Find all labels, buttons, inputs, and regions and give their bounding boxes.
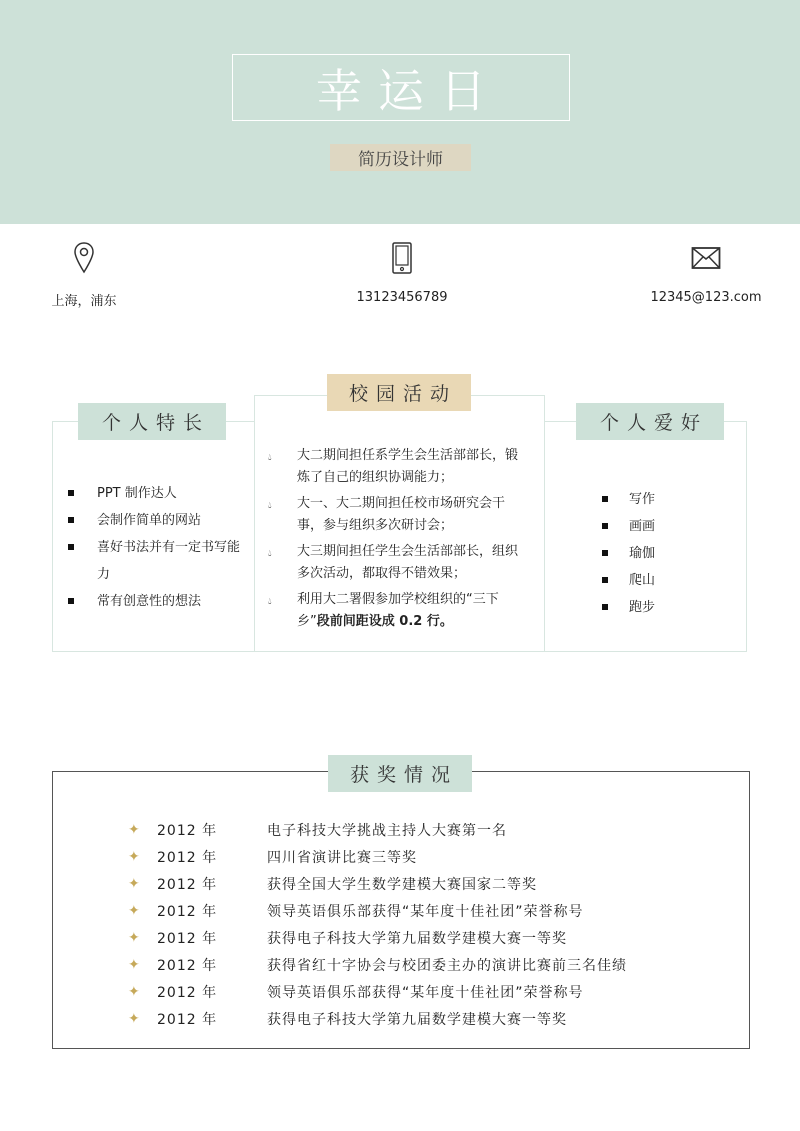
list-item: 💧︎ 大一、大二期间担任校市场研究会干事，参与组织多次研讨会； <box>268 493 523 537</box>
square-bullet-icon <box>68 544 74 550</box>
mobile-phone-icon <box>391 240 413 276</box>
hobbies-list <box>602 486 722 621</box>
location-pin-icon <box>73 240 95 276</box>
envelope-icon <box>691 240 721 276</box>
four-point-star-icon: ✦ <box>128 956 141 973</box>
square-bullet-icon <box>602 496 608 502</box>
location-text: 上海，浦东 <box>51 294 117 309</box>
list-item: 写作 <box>602 486 722 513</box>
skills-list <box>68 480 243 615</box>
square-bullet-icon <box>68 490 74 496</box>
list-item: 跑步 <box>602 594 722 621</box>
list-item: 瑜伽 <box>602 540 722 567</box>
drop-bullet-icon: 💧︎ <box>268 501 272 511</box>
award-item: ✦ 2012 年 电子科技大学挑战主持人大赛第一名 <box>128 821 507 839</box>
award-item: ✦ 2012 年 获得电子科技大学第九届数学建模大赛一等奖 <box>128 929 567 947</box>
drop-bullet-icon: 💧︎ <box>268 597 272 607</box>
hobbies-heading: 个人爱好 <box>576 403 724 440</box>
award-item: ✦ 2012 年 领导英语俱乐部获得“某年度十佳社团”荣誉称号 <box>128 983 584 1001</box>
list-item: 💧︎ 利用大二署假参加学校组织的“三下乡”段前间距设成 0.2 行。 <box>268 589 523 633</box>
list-item: 常有创意性的想法 <box>68 588 243 615</box>
skills-heading: 个人特长 <box>78 403 226 440</box>
list-item: 爬山 <box>602 567 722 594</box>
list-item: 喜好书法并有一定书写能力 <box>68 534 243 588</box>
four-point-star-icon: ✦ <box>128 875 141 892</box>
square-bullet-icon <box>602 577 608 583</box>
square-bullet-icon <box>602 550 608 556</box>
award-item: ✦ 2012 年 获得电子科技大学第九届数学建模大赛一等奖 <box>128 1010 567 1028</box>
name-box <box>232 54 570 121</box>
contact-location <box>48 240 120 309</box>
contact-phone <box>350 240 454 305</box>
awards-heading: 获奖情况 <box>328 755 472 792</box>
campus-list <box>268 445 523 637</box>
list-item: 💧︎ 大三期间担任学生会生活部部长，组织多次活动，都取得不错效果； <box>268 541 523 585</box>
square-bullet-icon <box>602 604 608 610</box>
drop-bullet-icon: 💧︎ <box>268 453 272 463</box>
four-point-star-icon: ✦ <box>128 848 141 865</box>
candidate-name: 幸运日 <box>316 63 502 118</box>
four-point-star-icon: ✦ <box>128 821 141 838</box>
award-item: ✦ 2012 年 四川省演讲比赛三等奖 <box>128 848 417 866</box>
phone-text: 13123456789 <box>356 290 448 305</box>
awards-list <box>128 816 627 1032</box>
header-banner <box>0 0 800 224</box>
four-point-star-icon: ✦ <box>128 1010 141 1027</box>
square-bullet-icon <box>68 598 74 604</box>
award-item: ✦ 2012 年 领导英语俱乐部获得“某年度十佳社团”荣誉称号 <box>128 902 584 920</box>
campus-heading: 校园活动 <box>327 374 471 411</box>
award-item: ✦ 2012 年 获得省红十字协会与校团委主办的演讲比赛前三名佳绩 <box>128 956 627 974</box>
four-point-star-icon: ✦ <box>128 929 141 946</box>
square-bullet-icon <box>602 523 608 529</box>
job-title-badge: 简历设计师 <box>330 144 471 171</box>
contact-email <box>644 240 768 305</box>
list-item: PPT 制作达人 <box>68 480 243 507</box>
list-item: 💧︎ 大二期间担任系学生会生活部部长，锻炼了自己的组织协调能力； <box>268 445 523 489</box>
list-item: 会制作简单的网站 <box>68 507 243 534</box>
four-point-star-icon: ✦ <box>128 902 141 919</box>
email-text: 12345@123.com <box>650 290 762 305</box>
award-item: ✦ 2012 年 获得全国大学生数学建模大赛国家二等奖 <box>128 875 537 893</box>
list-item: 画画 <box>602 513 722 540</box>
four-point-star-icon: ✦ <box>128 983 141 1000</box>
drop-bullet-icon: 💧︎ <box>268 549 272 559</box>
square-bullet-icon <box>68 517 74 523</box>
